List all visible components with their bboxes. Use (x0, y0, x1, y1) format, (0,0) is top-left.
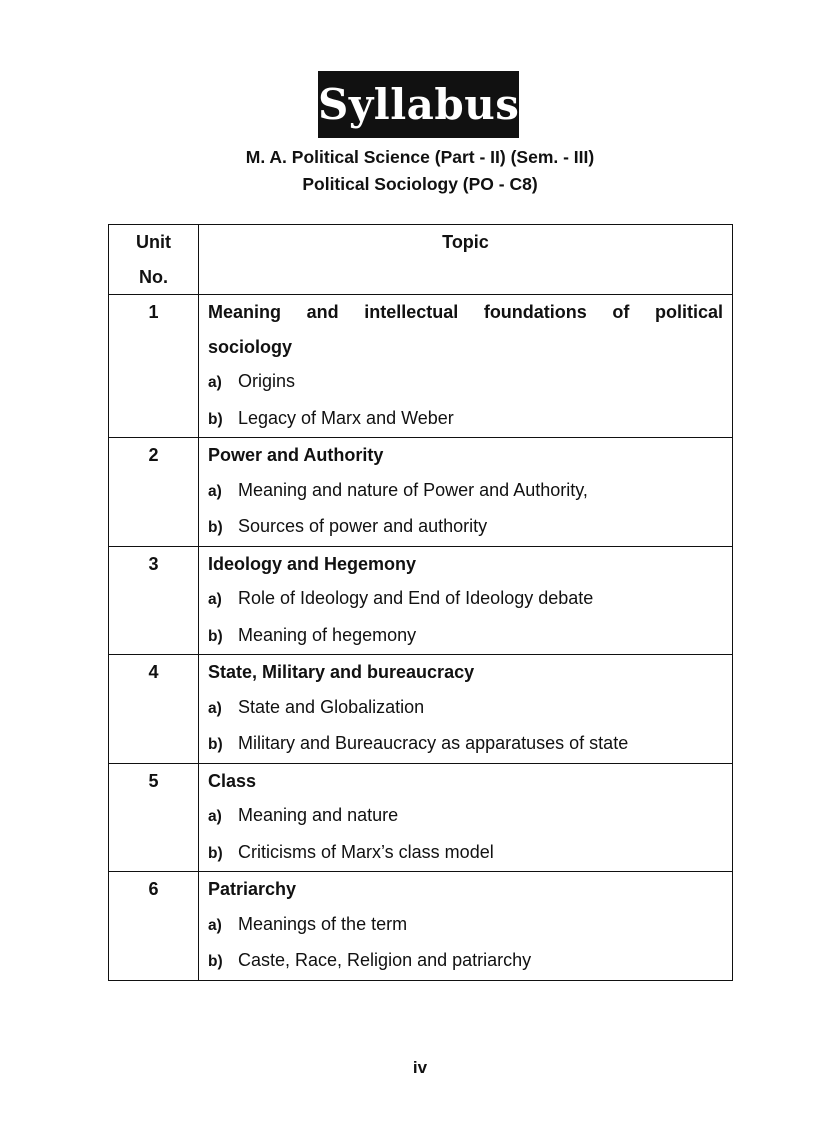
item-letter: a) (208, 591, 222, 608)
table-header-row (109, 225, 733, 295)
sub-topic-item (208, 618, 723, 655)
program-subtitle: M. A. Political Science (Part - II) (Sem. - III) (245, 147, 595, 167)
item-letter: a) (208, 374, 222, 391)
topic-cell (199, 438, 733, 547)
unit-number: 6 (109, 872, 199, 981)
unit-number: 1 (109, 295, 199, 438)
item-letter: b) (208, 736, 223, 753)
item-text: Origins (238, 371, 296, 391)
table-row-unit-6 (109, 872, 733, 981)
item-text: Military and Bureaucracy as apparatuses of state (238, 733, 629, 753)
topic-cell (199, 546, 733, 655)
table-row-unit-5 (109, 763, 733, 872)
item-letter: a) (208, 916, 222, 934)
item-text: Meaning and nature of Power and Authority, (238, 479, 588, 500)
item-text: State and Globalization (238, 696, 425, 717)
unit-number: 4 (109, 655, 199, 764)
unit-number: 2 (109, 438, 199, 547)
item-letter: a) (208, 699, 222, 717)
unit-header-line1: Unit (136, 232, 171, 252)
topic-cell (199, 295, 733, 438)
topic-cell (199, 763, 733, 872)
topic-cell (199, 655, 733, 764)
item-letter: b) (208, 627, 223, 645)
sub-topic-item (208, 509, 723, 546)
topic-title: Class (208, 770, 257, 791)
table-row-unit-1 (109, 295, 733, 438)
item-text: Criticisms of Marx’s class model (238, 841, 494, 862)
topic-title: Patriarchy (208, 879, 297, 899)
item-letter: b) (208, 410, 223, 428)
topic-cell (199, 872, 733, 981)
syllabus-table (108, 224, 733, 981)
sub-topic-item (208, 581, 723, 618)
sub-topic-item (208, 473, 723, 510)
sub-topic-item (208, 835, 723, 872)
sub-topic-item (208, 401, 723, 438)
course-subtitle: Political Sociology (PO - C8) (302, 174, 538, 194)
item-text: Meaning and nature (238, 805, 399, 825)
topic-title-line1: Meaning and intellectual foundations of political (208, 302, 723, 322)
item-text: Meaning of hegemony (238, 624, 417, 645)
item-letter: a) (208, 808, 222, 825)
sub-topic-item (208, 690, 723, 727)
syllabus-title: Syllabus (318, 71, 519, 138)
item-letter: b) (208, 519, 223, 536)
table-row-unit-4 (109, 655, 733, 764)
sub-topic-item (208, 726, 723, 763)
topic-title: Power and Authority (208, 445, 384, 465)
sub-topic-item (208, 364, 723, 401)
item-text: Sources of power and authority (238, 516, 488, 536)
item-letter: b) (208, 844, 223, 862)
page-number: iv (412, 1058, 428, 1077)
sub-topic-item (208, 907, 723, 944)
item-text: Role of Ideology and End of Ideology debate (238, 588, 594, 608)
sub-topic-item (208, 943, 723, 980)
topic-header: Topic (199, 225, 733, 295)
item-text: Meanings of the term (238, 913, 408, 934)
item-letter: b) (208, 953, 223, 970)
table-row-unit-3 (109, 546, 733, 655)
item-text: Legacy of Marx and Weber (238, 407, 454, 428)
topic-title: Ideology and Hegemony (208, 553, 417, 574)
item-letter: a) (208, 482, 222, 500)
topic-title: State, Military and bureaucracy (208, 662, 475, 682)
unit-number: 5 (109, 763, 199, 872)
unit-number: 3 (109, 546, 199, 655)
sub-topic-item (208, 798, 723, 835)
unit-header-line2: No. (139, 266, 168, 287)
table-row-unit-2 (109, 438, 733, 547)
item-text: Caste, Race, Religion and patriarchy (238, 950, 532, 970)
unit-no-header (109, 225, 199, 295)
topic-title-line2: sociology (208, 336, 293, 357)
